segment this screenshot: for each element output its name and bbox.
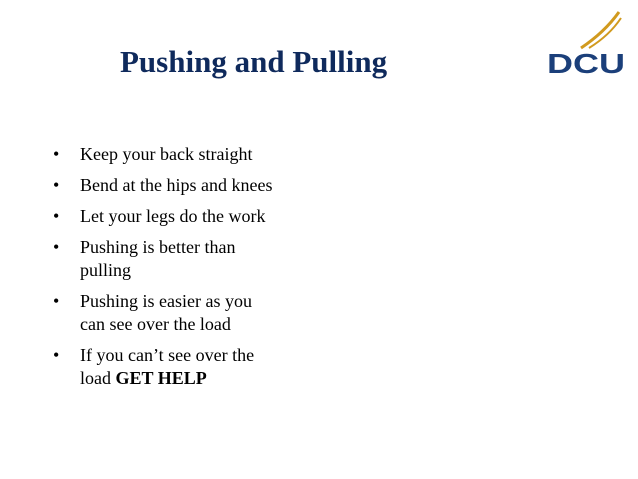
bullet-item bbox=[0, 174, 272, 197]
bullet-text: Keep your back straight bbox=[80, 144, 253, 164]
bullet-text-continued bbox=[80, 367, 272, 390]
bullet-text-continued: can see over the load bbox=[80, 314, 231, 334]
bullet-dot: • bbox=[53, 144, 60, 164]
slide-title: Pushing and Pulling bbox=[120, 44, 388, 79]
bullet-item bbox=[0, 143, 272, 166]
bullet-text: Bend at the hips and knees bbox=[80, 175, 273, 195]
bullet-item bbox=[0, 344, 272, 390]
bullet-dot: • bbox=[53, 291, 60, 311]
bullet-list bbox=[0, 143, 272, 398]
bullet-item bbox=[0, 205, 272, 228]
bullet-item bbox=[0, 290, 272, 336]
bullet-dot: • bbox=[53, 175, 60, 195]
get-help-emphasis: GET HELP bbox=[115, 368, 207, 388]
bullet-text-continued: pulling bbox=[80, 260, 132, 280]
bullet-text: Let your legs do the work bbox=[80, 206, 266, 226]
bullet-dot: • bbox=[53, 206, 60, 226]
bullet-text: Pushing is better than bbox=[80, 237, 236, 257]
logo-text: DCU bbox=[547, 48, 625, 79]
bullet-dot: • bbox=[53, 345, 60, 365]
logo-swoosh-2 bbox=[589, 18, 621, 48]
bullet-text-plain: load bbox=[80, 368, 116, 388]
logo-swoosh bbox=[581, 12, 619, 48]
bullet-item bbox=[0, 236, 272, 282]
bullet-dot: • bbox=[53, 237, 60, 257]
bullet-text: Pushing is easier as you bbox=[80, 291, 252, 311]
bullet-text: If you can’t see over the bbox=[80, 345, 255, 365]
dcu-logo bbox=[541, 10, 631, 80]
